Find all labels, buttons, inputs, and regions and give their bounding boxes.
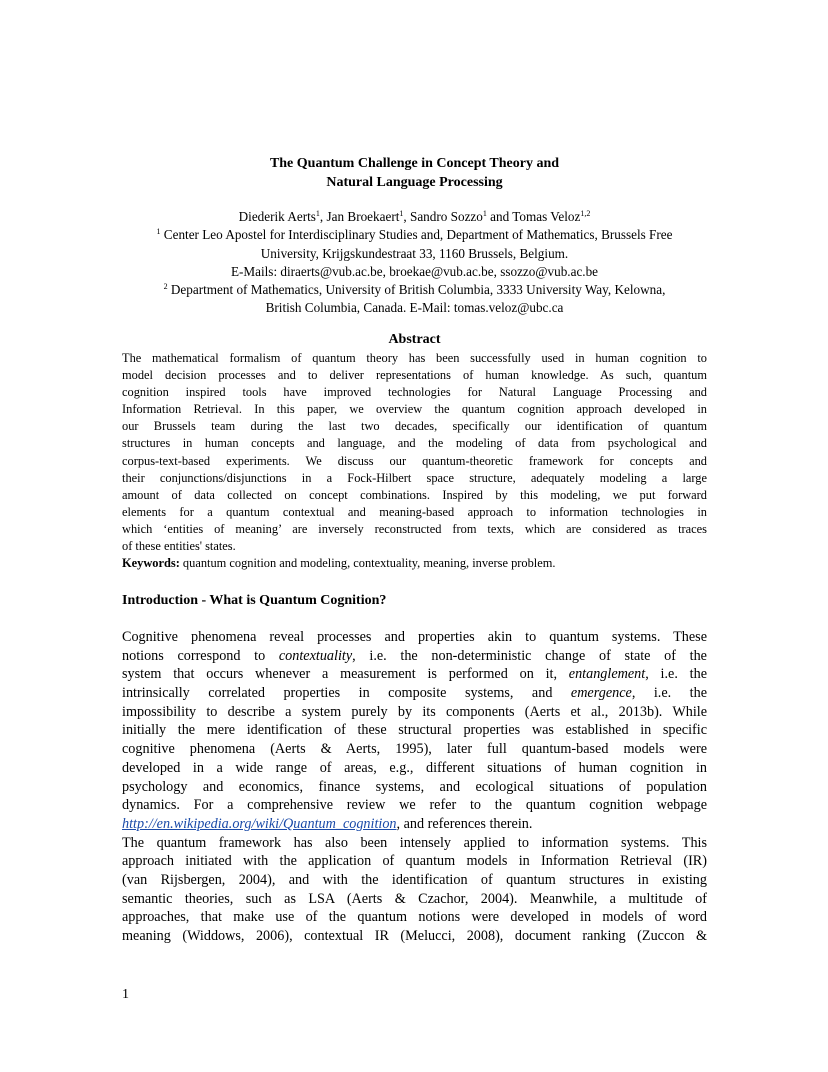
text-run: intrinsically correlated properties in composite systems, and <box>122 685 571 702</box>
title-line-2: Natural Language Processing <box>326 175 503 190</box>
italic-term: emergence <box>570 685 632 702</box>
affiliation-2-cont: British Columbia, Canada. E-Mail: tomas.veloz@ubc.ca <box>265 300 564 316</box>
author-separator: , <box>403 209 410 224</box>
abstract-line: structures in human concepts and language, and the modeling of data from psychological and <box>122 436 707 451</box>
abstract-heading: Abstract <box>388 332 441 347</box>
abstract-line: The mathematical formalism of quantum theory has been successfully used in human cognition to <box>122 351 707 365</box>
body-line: meaning (Widdows, 2006), contextual IR (Melucci, 2008), document ranking (Zuccon & <box>122 928 707 944</box>
affiliation-text: Center Leo Apostel for Interdisciplinary Studies and, Department of Mathematics, Brussels Free <box>160 227 673 243</box>
author-block <box>122 208 707 318</box>
body-line: The quantum framework has also been intensely applied to information systems. This <box>122 834 707 851</box>
author-list <box>122 208 707 226</box>
body-line: approach initiated with the application of quantum models in Information Retrieval (IR) <box>122 853 707 870</box>
italic-term: entanglement <box>568 666 646 683</box>
text-run: , and references therein. <box>396 815 533 832</box>
body-line: semantic theories, such as LSA (Aerts & Czachor, 2004). Meanwhile, a multitude of <box>122 890 707 907</box>
author-name: Tomas Veloz <box>512 209 581 224</box>
body-line: initially the mere identification of these structural properties was established in specific <box>122 722 707 739</box>
affiliation-mark: 2 <box>163 282 168 292</box>
text-run: system that occurs whenever a measurement is performed on it, <box>122 666 569 683</box>
section-heading-introduction: Introduction - What is Quantum Cognition? <box>122 593 387 608</box>
affiliation-mark: 1 <box>156 227 161 237</box>
abstract-line: our Brussels team during the last two decades, specifically our identification of quantum <box>122 419 707 434</box>
text-run: notions correspond to <box>122 647 279 664</box>
body-line: dynamics. For a comprehensive review we refer to the quantum cognition webpage <box>122 797 707 814</box>
paper-title <box>122 154 707 192</box>
body-line <box>122 815 707 834</box>
body-line <box>122 665 707 684</box>
introduction-body <box>122 628 707 946</box>
abstract-line: their conjunctions/disjunctions in a Fock-Hilbert space structure, adequately modeling a large <box>122 470 707 485</box>
page-number: 1 <box>122 987 129 1002</box>
wikipedia-link[interactable]: http://en.wikipedia.org/wiki/Quantum_cognition <box>122 815 397 832</box>
body-line: Cognitive phenomena reveal processes and properties akin to quantum systems. These <box>122 629 707 645</box>
body-line: approaches, that make use of the quantum notions were developed in models of word <box>122 909 707 926</box>
abstract-line: elements for a quantum contextual and meaning-based approach to information technologies in <box>122 504 707 519</box>
body-line <box>122 684 707 703</box>
abstract-line: of these entities' states. <box>122 539 236 554</box>
affiliation-2 <box>122 281 707 299</box>
keywords-text: quantum cognition and modeling, contextuality, meaning, inverse problem. <box>179 556 556 571</box>
abstract-line: which ‘entities of meaning’ are inversely reconstructed from texts, which are considered as traces <box>122 521 707 536</box>
text-run: , i.e. the <box>645 666 707 683</box>
abstract-line: Information Retrieval. In this paper, we overview the quantum cognition approach developed in <box>122 402 707 417</box>
affiliation-1 <box>122 226 707 244</box>
affiliation-1-cont: University, Krijgskundestraat 33, 1160 Brussels, Belgium. <box>260 245 569 261</box>
author-emails: E-Mails: diraerts@vub.ac.be, broekae@vub.ac.be, ssozzo@vub.ac.be <box>230 263 599 279</box>
body-line <box>122 647 707 666</box>
keywords <box>122 555 707 572</box>
body-line: impossibility to describe a system purely by its components (Aerts et al., 2013b). While <box>122 703 707 720</box>
abstract-body <box>122 350 707 572</box>
text-run: , i.e. the <box>631 685 707 702</box>
affiliation-text: Department of Mathematics, University of British Columbia, 3333 University Way, Kelowna, <box>167 282 666 298</box>
body-line: (van Rijsbergen, 2004), and with the identification of quantum structures in existing <box>122 871 707 888</box>
body-line: psychology and economics, finance systems, and ecological situations of population <box>122 778 707 795</box>
body-line: developed in a wide range of areas, e.g., different situations of human cognition in <box>122 759 707 776</box>
abstract-line: cognition inspired tools have improved technologies for Natural Language Processing and <box>122 385 707 400</box>
abstract-line: amount of data collected on concept combinations. Inspired by this modeling, we put forward <box>122 487 707 502</box>
author-separator: , <box>319 209 327 224</box>
abstract-line: model decision processes and to deliver representations of human knowledge. As such, quantum <box>122 368 707 383</box>
title-line-1: The Quantum Challenge in Concept Theory and <box>269 156 560 171</box>
abstract-line: corpus-text-based experiments. We discuss our quantum-theoretic framework for concepts and <box>122 453 707 468</box>
italic-term: contextuality <box>278 647 353 664</box>
author-name: Jan Broekaert <box>326 209 400 224</box>
author-affiliation-mark: 1 <box>399 209 404 218</box>
author-affiliation-mark: 1 <box>482 209 487 218</box>
author-separator: and <box>486 209 513 224</box>
body-line: cognitive phenomena (Aerts & Aerts, 1995), later full quantum-based models were <box>122 741 707 758</box>
author-affiliation-mark: 1 <box>315 209 320 218</box>
author-affiliation-mark: 1,2 <box>580 209 591 218</box>
author-name: Sandro Sozzo <box>409 209 483 224</box>
text-run: , i.e. the non-deterministic change of state of the <box>352 647 707 664</box>
author-name: Diederik Aerts <box>238 209 316 224</box>
keywords-label: Keywords: <box>122 556 180 571</box>
